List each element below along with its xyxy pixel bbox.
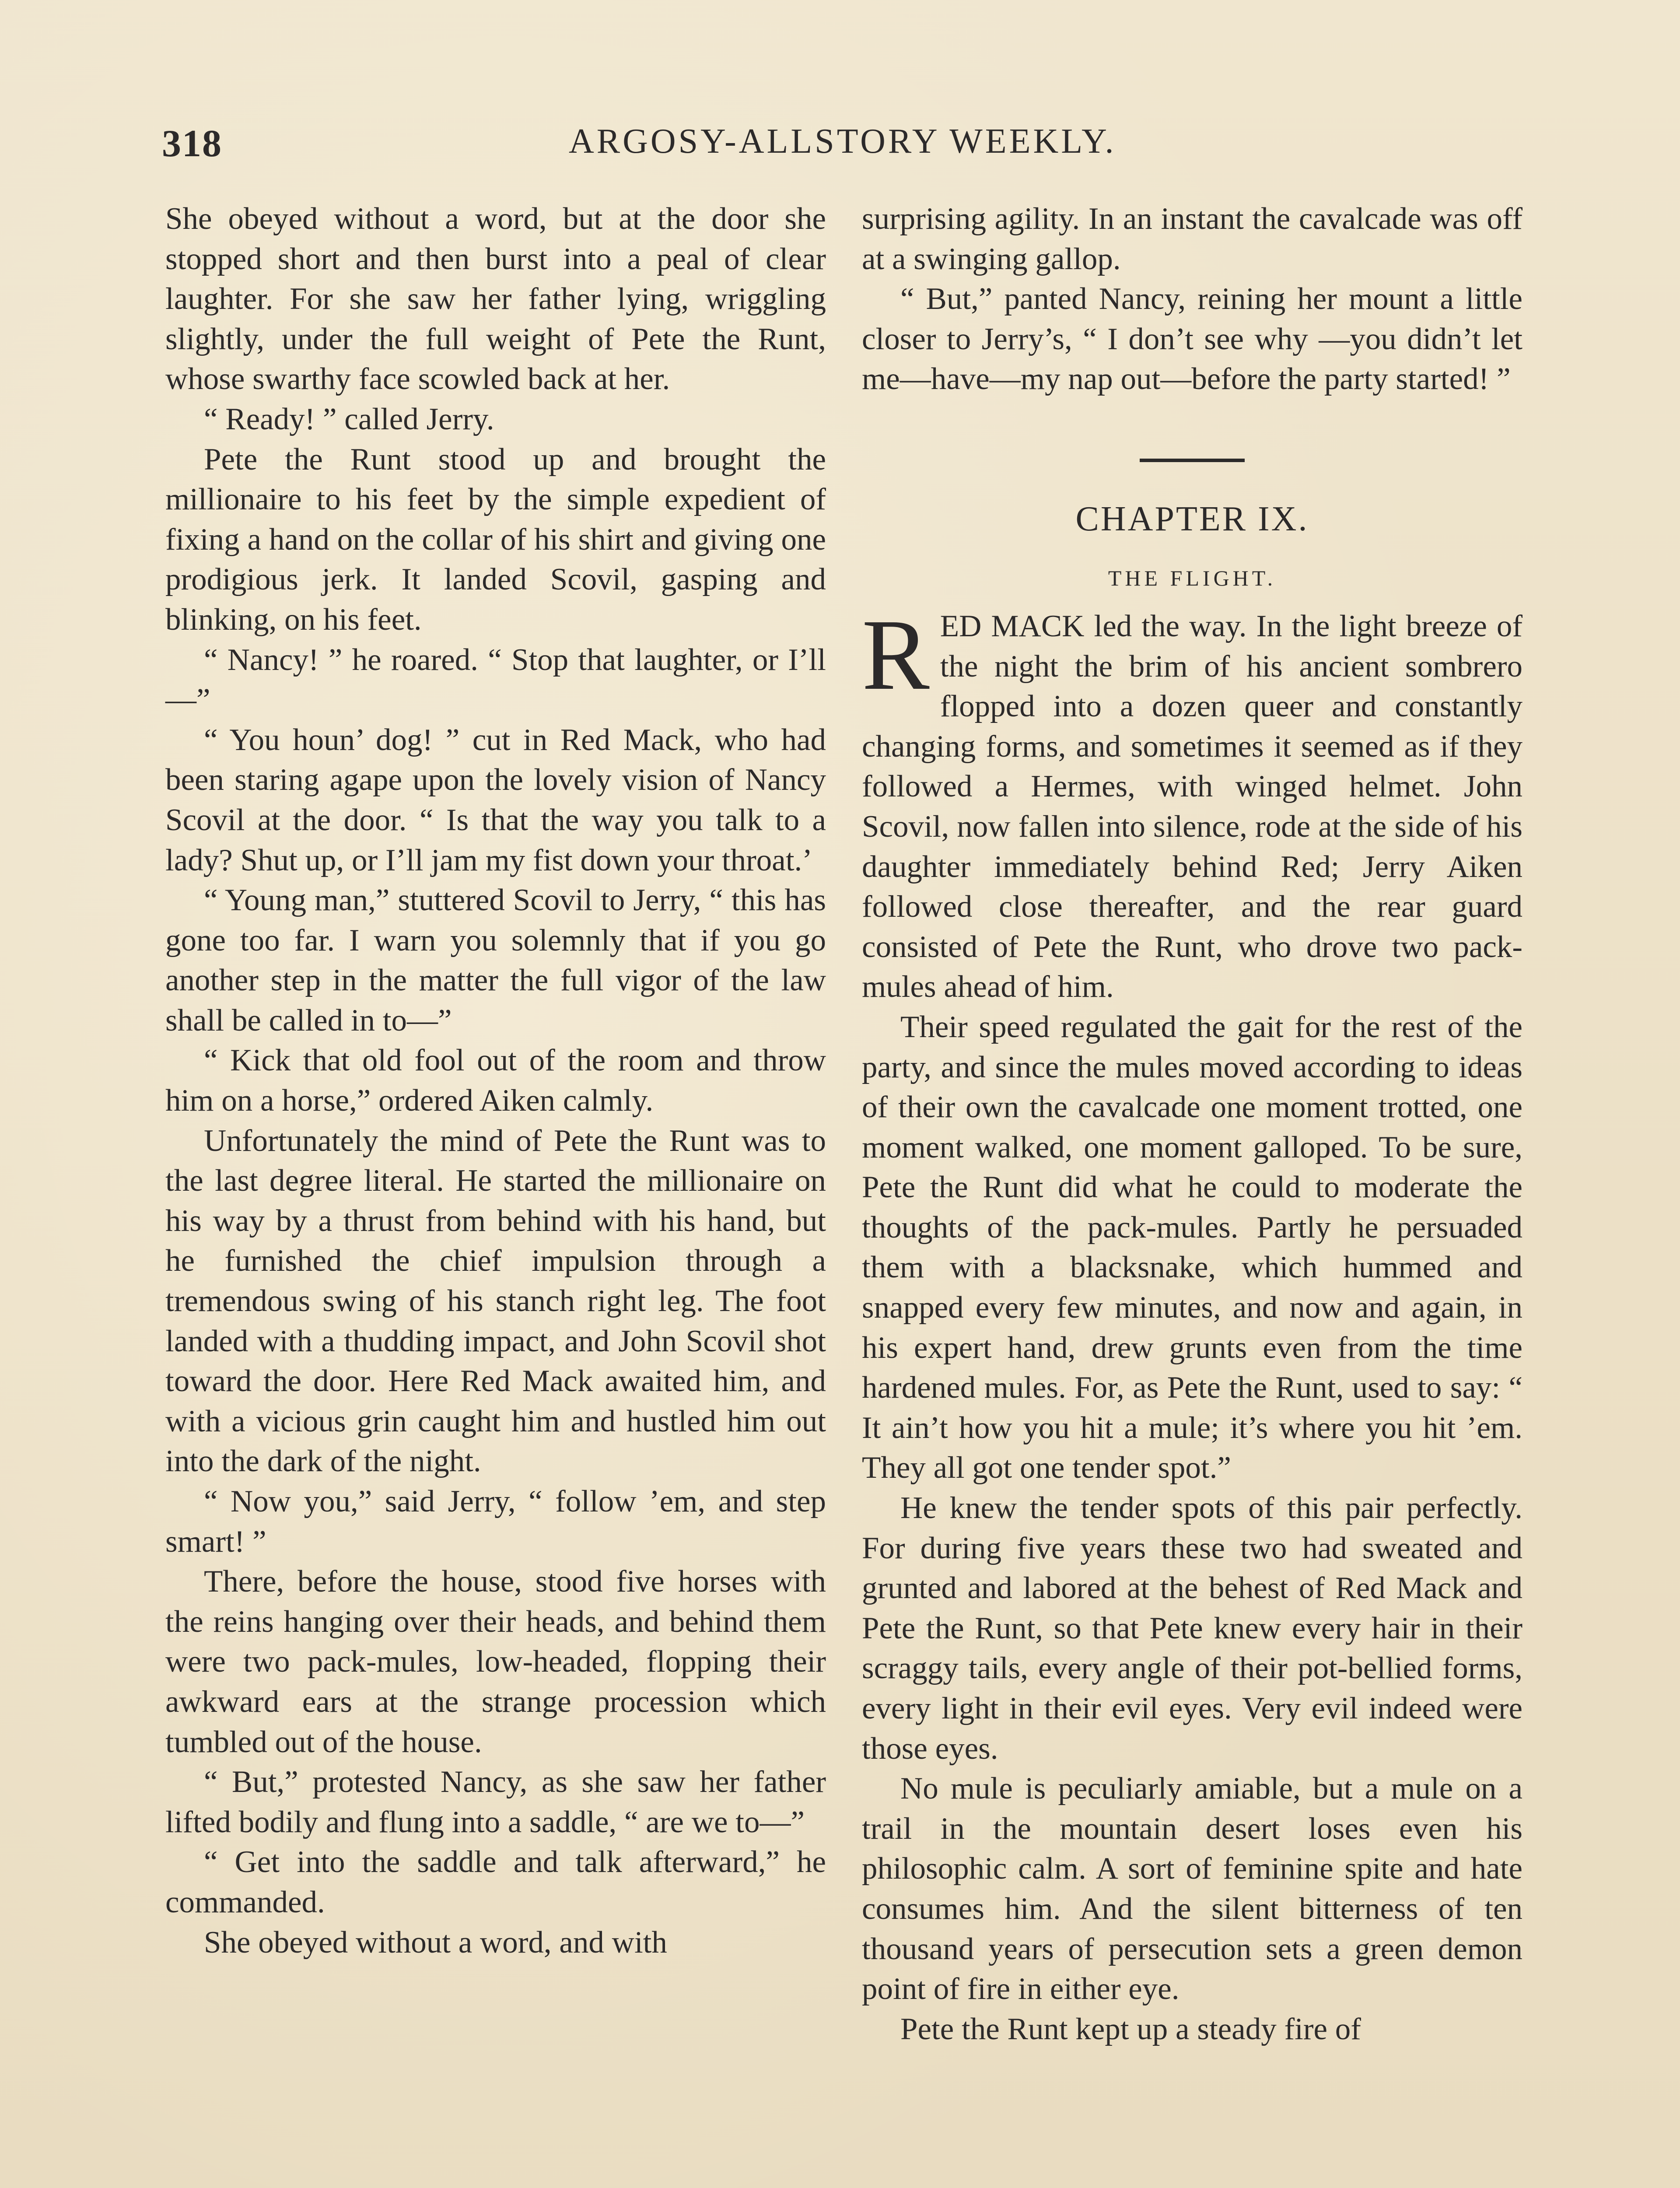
paragraph: “ You houn’ dog! ” cut in Red Mack, who had been staring agape upon the lovely vision of Nancy Scovil at the door. “ Is that the way you talk to a lady? Shut up, or I’ll jam my fist down your throat.’ bbox=[165, 722, 826, 877]
chapter-subtitle: THE FLIGHT. bbox=[1108, 565, 1277, 590]
paragraph: “ But,” protested Nancy, as she saw her father lifted bodily and flung into a saddle, “ are we to—” bbox=[165, 1765, 826, 1839]
running-head: ARGOSY-ALLSTORY WEEKLY. bbox=[569, 122, 1116, 161]
paragraph: Pete the Runt stood up and brought the millionaire to his feet by the simple expedient of fixing a hand on the collar of his shirt and giving one prodigious jerk. It landed Scovil, gasping and blinking, on his feet. bbox=[165, 442, 826, 637]
left-column bbox=[165, 199, 826, 1963]
paragraph: surprising agility. In an instant the cavalcade was off at a swinging gallop. bbox=[862, 202, 1522, 276]
paragraph: She obeyed without a word, and with bbox=[204, 1925, 667, 1960]
paragraph: “ Nancy! ” he roared. “ Stop that laughter, or I’ll—” bbox=[165, 642, 826, 717]
paragraph: No mule is peculiarly amiable, but a mule on a trail in the mountain desert loses even his philosophic calm. A sort of feminine spite and hate consumes him. And the silent bitterness of ten thousand years of persecution sets a green demon point of fire in either eye. bbox=[862, 1771, 1522, 2006]
paragraph: “ Now you,” said Jerry, “ follow ’em, and step smart! ” bbox=[165, 1484, 826, 1559]
paragraph: “ But,” panted Nancy, reining her mount a little closer to Jerry’s, “ I don’t see why —you didn’t let me—have—my nap out—before the party started! ” bbox=[862, 282, 1522, 396]
opening-text: ED MACK led the way. In the light breeze of the night the brim of his ancient sombrero flopped into a dozen queer and constantly changing forms, and sometimes it seemed as if they followed a Hermes, with winged helmet. John Scovil, now fallen into silence, rode at the side of his daughter immediately behind Red; Jerry Aiken followed close thereafter, and the rear guard consisted of Pete the Runt, who drove two pack-mules ahead of him. bbox=[862, 609, 1522, 1004]
paragraph: Unfortunately the mind of Pete the Runt was to the last degree literal. He started the millionaire on his way by a thrust from behind with his hand, but he furnished the chief impulsion through a tremendous swing of his stanch right leg. The foot landed with a thudding impact, and John Scovil shot toward the door. Here Red Mack awaited him, and with a vicious grin caught him and hustled him out into the dark of the night. bbox=[165, 1123, 826, 1479]
paragraph: “ Kick that old fool out of the room and throw him on a horse,” ordered Aiken calmly. bbox=[165, 1043, 826, 1118]
drop-cap: R bbox=[862, 598, 930, 711]
paragraph: Pete the Runt kept up a steady fire of bbox=[900, 2012, 1361, 2046]
paragraph: He knew the tender spots of this pair perfectly. For during five years these two had sweated and grunted and labored at the behest of Red Mack and Pete the Runt, so that Pete knew every hair in their scraggy tails, every angle of their pot-bellied forms, every light in their evil eyes. Very evil indeed were those eyes. bbox=[862, 1491, 1522, 1766]
paragraph: “ Get into the saddle and talk afterward,” he commanded. bbox=[165, 1845, 826, 1919]
paragraph: She obeyed without a word, but at the door she stopped short and then burst into a peal of clear laughter. For she saw her father lying, wriggling slightly, under the full weight of Pete the Runt, whose swarthy face scowled back at her. bbox=[165, 202, 826, 396]
chapter-title: CHAPTER IX. bbox=[1075, 499, 1309, 538]
page-number: 318 bbox=[162, 123, 222, 165]
section-divider bbox=[1140, 459, 1245, 462]
page-header bbox=[162, 122, 1531, 170]
paragraph: “ Young man,” stuttered Scovil to Jerry, “ this has gone too far. I warn you solemnly that if you go another step in the matter the full vigor of the law shall be called in to—” bbox=[165, 883, 826, 1038]
paragraph: Their speed regulated the gait for the rest of the party, and since the mules moved according to ideas of their own the cavalcade one moment trotted, one moment walked, one moment galloped. To be sure, Pete the Runt did what he could to moderate the thoughts of the pack-mules. Partly he persuaded them with a blacksnake, which hummed and snapped every few minutes, and now and again, in his expert hand, drew grunts even from the time hardened mules. For, as Pete the Runt, used to say: “ It ain’t how you hit a mule; it’s where you hit ’em. They all got one tender spot.” bbox=[862, 1010, 1522, 1485]
paragraph: There, before the house, stood five horses with the reins hanging over their heads, and behind them were two pack-mules, low-headed, flopping their awkward ears at the strange procession which tumbled out of the house. bbox=[165, 1564, 826, 1759]
right-column bbox=[862, 199, 1522, 2049]
chapter-opening-paragraph bbox=[862, 598, 1522, 1007]
paragraph: “ Ready! ” called Jerry. bbox=[204, 402, 494, 436]
